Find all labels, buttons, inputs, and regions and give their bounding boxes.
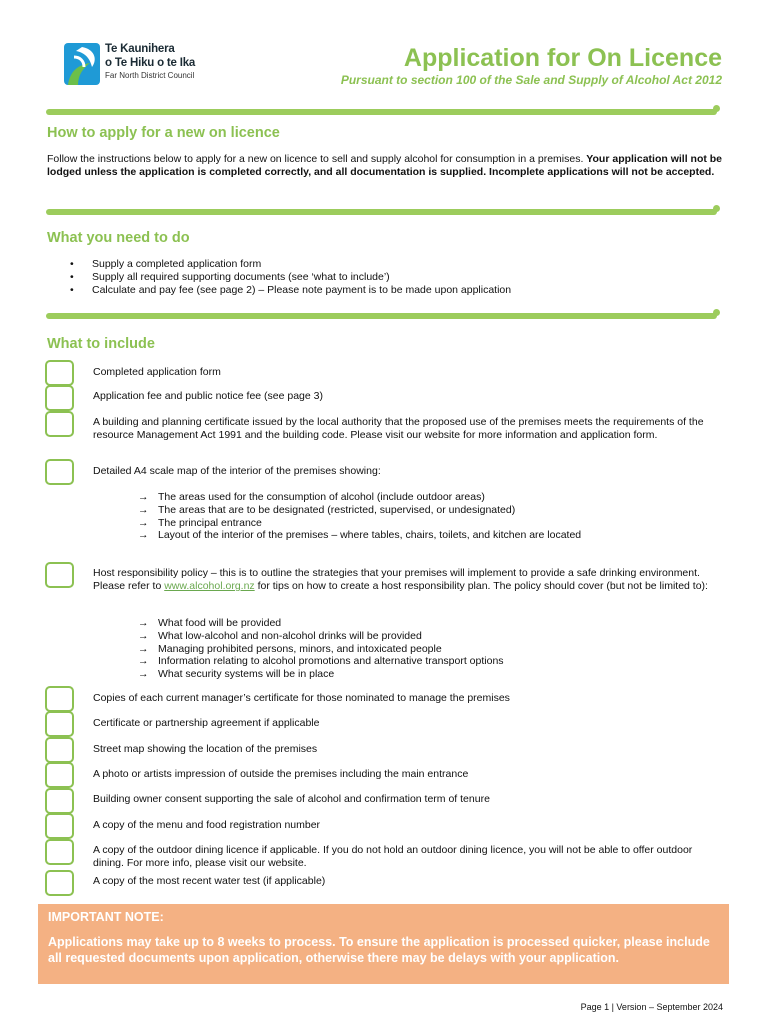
divider: [46, 109, 717, 115]
intro-text: Follow the instructions below to apply for a new on licence to sell and supply alcohol for consumption in a premises.: [47, 153, 587, 165]
checkbox-building-certificate[interactable]: [45, 411, 74, 437]
need-to-do-list: [70, 258, 511, 297]
include-item: Completed application form: [93, 366, 221, 378]
list-item: • Supply all required supporting documents (see ‘what to include’): [70, 271, 511, 284]
note-body: Applications may take up to 8 weeks to process. To ensure the application is processed quicker, please include all requested documents upon application, otherwise there may be delays with your application.: [48, 935, 710, 965]
include-item: Detailed A4 scale map of the interior of the premises showing:: [93, 465, 381, 477]
divider: [46, 313, 717, 319]
council-logo-text: [105, 44, 195, 80]
checkbox-owner-consent[interactable]: [45, 788, 74, 814]
list-item: • Supply a completed application form: [70, 258, 511, 271]
checkbox-host-responsibility[interactable]: [45, 562, 74, 588]
checkbox-water-test[interactable]: [45, 870, 74, 896]
sub-item: → The principal entrance: [138, 517, 698, 530]
important-note: [38, 904, 729, 984]
section-heading-what-to-include: What to include: [47, 336, 155, 352]
sub-item: → What security systems will be in place: [138, 668, 698, 681]
include-item: A copy of the most recent water test (if applicable): [93, 875, 326, 887]
checkbox-partnership-agreement[interactable]: [45, 711, 74, 737]
include-item: Certificate or partnership agreement if applicable: [93, 717, 320, 729]
include-item: Copies of each current manager’s certificate for those nominated to manage the premises: [93, 692, 510, 704]
include-item: Street map showing the location of the premises: [93, 743, 318, 755]
logo-line-3: Far North District Council: [105, 71, 195, 80]
checkbox-menu[interactable]: [45, 813, 74, 839]
include-item: Application fee and public notice fee (see page 3): [93, 390, 323, 402]
checkbox-manager-certificates[interactable]: [45, 686, 74, 712]
checkbox-application-form[interactable]: [45, 360, 74, 386]
include-item: A copy of the menu and food registration number: [93, 819, 321, 831]
checkbox-outside-photo[interactable]: [45, 762, 74, 788]
interior-map-points: [138, 491, 698, 542]
council-logo-icon: [64, 43, 100, 85]
host-text-tail: for tips on how to create a host responsibility plan. The policy should cover (but not be limited to):: [254, 580, 708, 592]
sub-item: → The areas that are to be designated (restricted, supervised, or undesignated): [138, 504, 698, 517]
host-text: Host responsibility policy – this is to outline the strategies that your premises will implement to provide a safe drinking environment. Please refer to: [93, 567, 700, 592]
sub-item: → Managing prohibited persons, minors, and intoxicated people: [138, 643, 698, 656]
how-to-apply-intro: [47, 153, 727, 179]
checkbox-interior-map[interactable]: [45, 459, 74, 485]
divider: [46, 209, 717, 215]
include-item: Building owner consent supporting the sale of alcohol and confirmation term of tenure: [93, 793, 490, 805]
page-footer: Page 1 | Version – September 2024: [580, 1002, 723, 1012]
sub-item: → Layout of the interior of the premises – where tables, chairs, toilets, and kitchen are located: [138, 529, 698, 542]
sub-item: → What low-alcohol and non-alcohol drinks will be provided: [138, 630, 698, 643]
include-item: A building and planning certificate issued by the local authority that the proposed use of the premises meets the requirements of the resource Management Act 1991 and the building code. Please visit our website for more information and application form.: [93, 416, 704, 441]
logo-line-2: o Te Hiku o te Ika: [105, 56, 196, 69]
sub-item: → The areas used for the consumption of alcohol (include outdoor areas): [138, 491, 698, 504]
checkbox-street-map[interactable]: [45, 737, 74, 763]
logo-line-1: Te Kaunihera: [105, 43, 175, 55]
sub-item: → What food will be provided: [138, 617, 698, 630]
list-item: • Calculate and pay fee (see page 2) – Please note payment is to be made upon application: [70, 284, 511, 297]
page-subtitle: Pursuant to section 100 of the Sale and Supply of Alcohol Act 2012: [340, 73, 722, 87]
section-heading-how-to-apply: How to apply for a new on licence: [47, 125, 280, 141]
intro-bold-text: Your application will not be lodged unless the application is completed correctly, and all documentation is supplied. Incomplete applications will not be accepted.: [47, 153, 723, 178]
page-title: Application for On Licence: [403, 44, 722, 72]
checkbox-fees[interactable]: [45, 385, 74, 411]
note-title: IMPORTANT NOTE:: [48, 910, 164, 924]
alcohol-website-link[interactable]: www.alcohol.org.nz: [164, 580, 255, 592]
include-item: A photo or artists impression of outside the premises including the main entrance: [93, 768, 469, 780]
section-heading-need-to-do: What you need to do: [47, 230, 190, 246]
include-item-host: [93, 567, 708, 593]
include-item: A copy of the outdoor dining licence if applicable. If you do not hold an outdoor dining licence, you will not be able to offer outdoor dining. For more info, please visit our website.: [93, 844, 693, 869]
sub-item: → Information relating to alcohol promotions and alternative transport options: [138, 655, 698, 668]
checkbox-outdoor-dining[interactable]: [45, 839, 74, 865]
host-points: [138, 617, 698, 681]
